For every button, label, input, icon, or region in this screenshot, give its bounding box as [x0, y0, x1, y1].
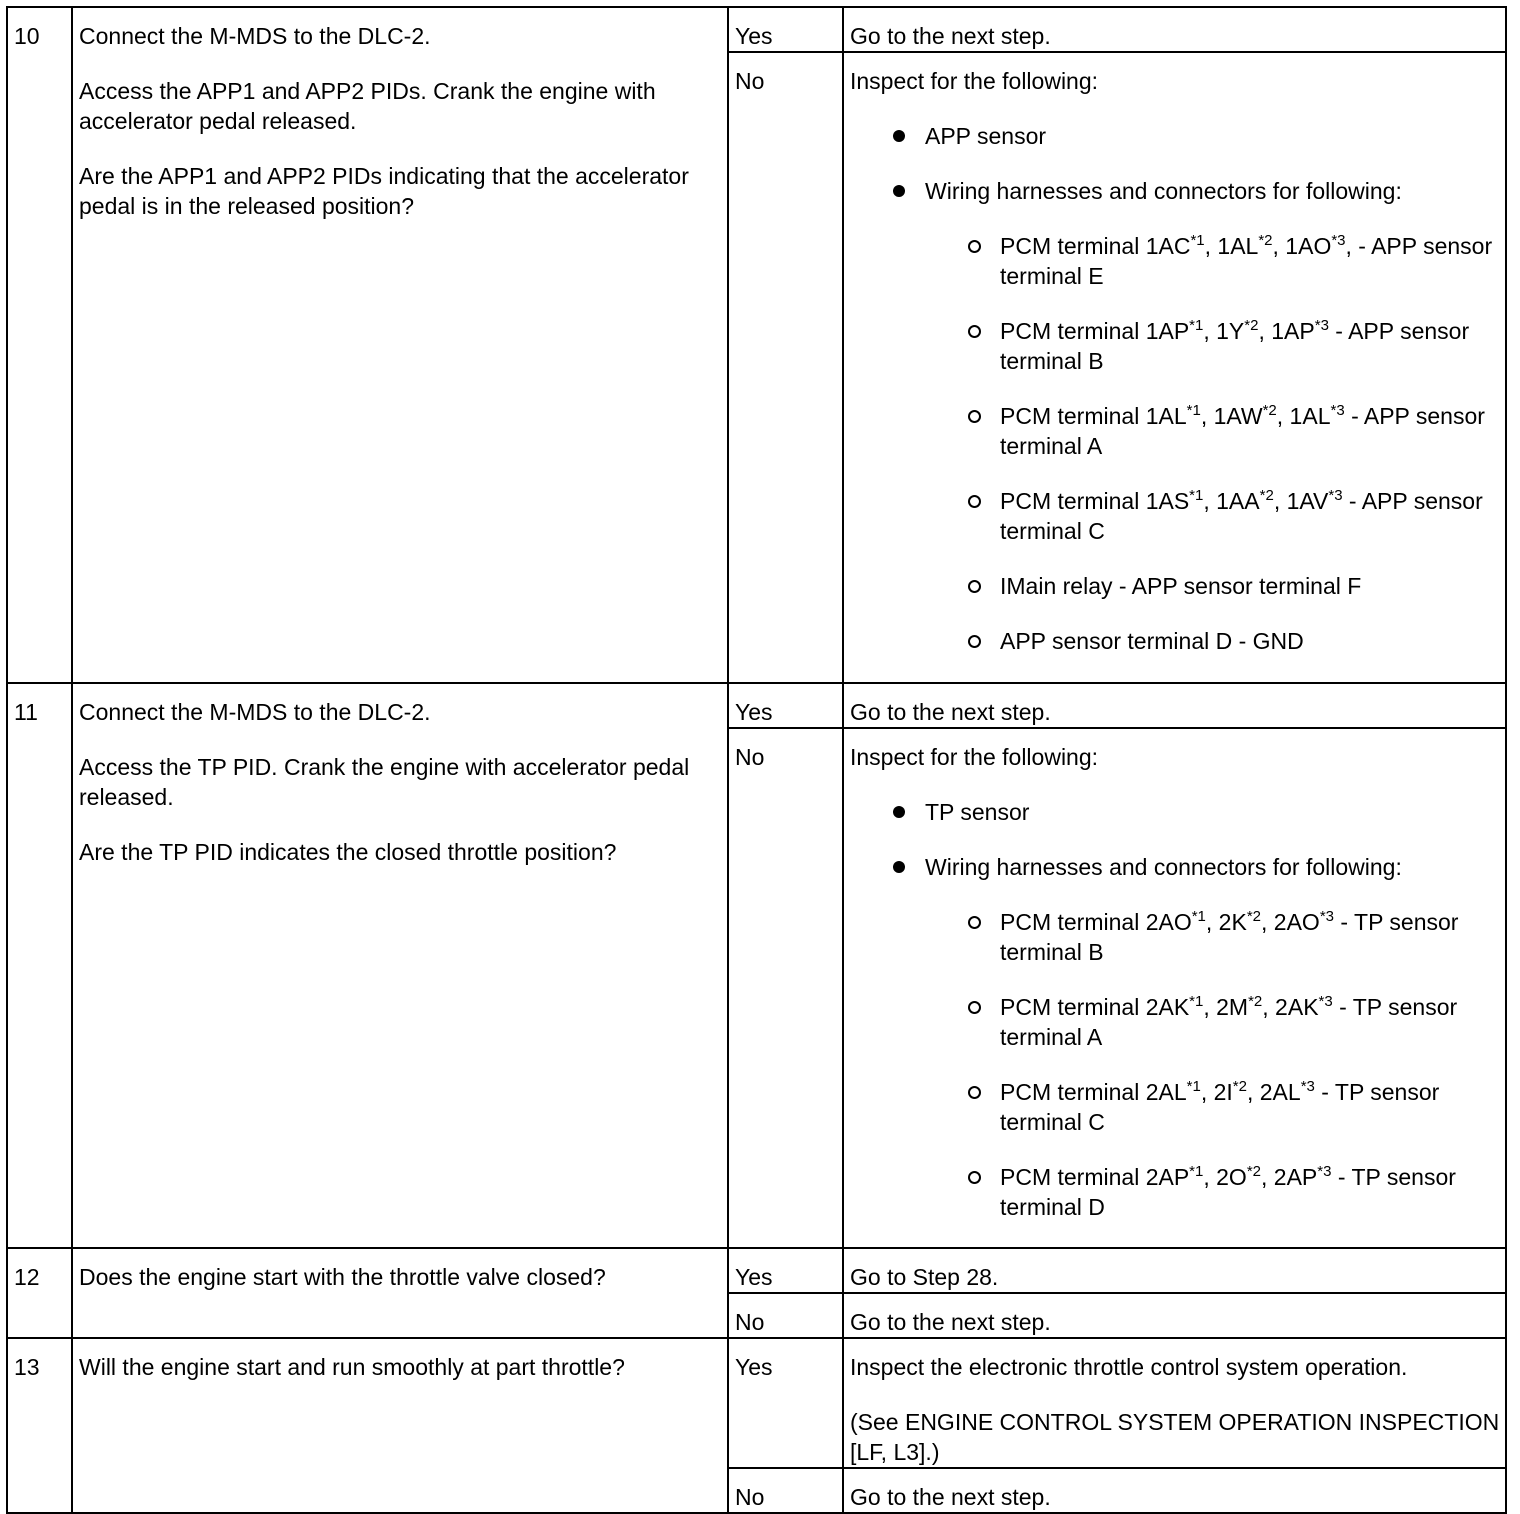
- list-item: PCM terminal 1AS$^{*1}$, 1AA$^{*2}$, 1AV$^{*3}$ - APP sensor terminal C: [1000, 486, 1500, 546]
- no-label: No: [728, 52, 843, 683]
- action-question: Does the engine start with the throttle valve closed?: [79, 1264, 606, 1290]
- list-item: PCM terminal 1AP$^{*1}$, $1Y^{*2}$, 1AP$^{*3}$ - APP sensor terminal B: [1000, 316, 1500, 376]
- yes-label: Yes: [728, 1338, 843, 1468]
- list-item: IMain relay - APP sensor terminal F: [1000, 571, 1500, 601]
- result-text: Inspect the electronic throttle control system operation.: [850, 1354, 1408, 1380]
- table-row: [7, 1248, 1506, 1293]
- step-action: [72, 1248, 728, 1338]
- no-label: No: [728, 1293, 843, 1338]
- inspect-list: [850, 797, 1500, 1222]
- yes-result: Go to the next step.: [843, 683, 1506, 728]
- step-action: [72, 683, 728, 1248]
- terminal-list: [925, 231, 1500, 656]
- list-item: PCM terminal 2AP$^{*1}$, $2O^{*2}$, 2AP$^{*3}$ - TP sensor terminal D: [1000, 1162, 1500, 1222]
- yes-label: Yes: [728, 7, 843, 52]
- bullet-icon: [893, 806, 905, 818]
- list-item: PCM terminal 1AC$^{*1}$, 1AL$^{*2}$, 1AO$^{*3}$, - APP sensor terminal E: [1000, 231, 1500, 291]
- yes-result: [843, 1338, 1506, 1468]
- inspect-intro: Inspect for the following:: [850, 68, 1099, 94]
- table-row: [7, 1338, 1506, 1468]
- table-row: [7, 7, 1506, 52]
- terminal-list: [925, 907, 1500, 1222]
- circle-bullet-icon: [968, 325, 981, 338]
- list-item: TP sensor: [925, 797, 1500, 827]
- no-result: Go to the next step.: [843, 1468, 1506, 1513]
- step-number: 12: [7, 1248, 72, 1338]
- circle-bullet-icon: [968, 580, 981, 593]
- step-action: [72, 1338, 728, 1513]
- table-row: [7, 683, 1506, 728]
- bullet-icon: [893, 130, 905, 142]
- circle-bullet-icon: [968, 635, 981, 648]
- action-question: Will the engine start and run smoothly at part throttle?: [79, 1354, 625, 1380]
- list-item: APP sensor: [925, 121, 1500, 151]
- circle-bullet-icon: [968, 1001, 981, 1014]
- diagnostic-procedure-table: [6, 6, 1507, 1514]
- inspect-list: [850, 121, 1500, 656]
- action-text: Access the APP1 and APP2 PIDs. Crank the engine with accelerator pedal released.: [79, 78, 656, 134]
- circle-bullet-icon: [968, 495, 981, 508]
- no-label: No: [728, 728, 843, 1248]
- list-item: PCM terminal 2AO$^{*1}$, $2K^{*2}$, 2AO$^{*3}$ - TP sensor terminal B: [1000, 907, 1500, 967]
- circle-bullet-icon: [968, 410, 981, 423]
- yes-result: Go to Step 28.: [843, 1248, 1506, 1293]
- no-result: [843, 52, 1506, 683]
- list-item: Wiring harnesses and connectors for following: PCM terminal 1AC$^{*1}$, 1AL$^{*2}$, 1AO$^{*3}$, - APP sensor terminal E PCM terminal 1AP$^{*1}$, $1Y^{*2}$, 1AP$^{*3}$ - APP sensor terminal B PCM terminal 1AL$^{*1}$, 1AW$^{*2}$, 1AL$^{*3}$ - APP sensor terminal A PCM terminal 1AS$^{*1}$, 1AA$^{*2}$, 1AV$^{*3}$ - APP sensor terminal C IMain relay - APP sensor terminal F APP sensor terminal D - GND: [925, 176, 1500, 656]
- list-item: PCM terminal 2AK$^{*1}$, $2M^{*2}$, 2AK$^{*3}$ - TP sensor terminal A: [1000, 992, 1500, 1052]
- bullet-icon: [893, 185, 905, 197]
- bullet-icon: [893, 861, 905, 873]
- step-number: 10: [7, 7, 72, 683]
- list-item: APP sensor terminal D - GND: [1000, 626, 1500, 656]
- action-text: Access the TP PID. Crank the engine with accelerator pedal released.: [79, 754, 690, 810]
- no-result: Go to the next step.: [843, 1293, 1506, 1338]
- circle-bullet-icon: [968, 1171, 981, 1184]
- action-question: Are the TP PID indicates the closed throttle position?: [79, 839, 617, 865]
- action-text: Connect the M-MDS to the DLC-2.: [79, 699, 431, 725]
- inspect-intro: Inspect for the following:: [850, 744, 1099, 770]
- yes-result: Go to the next step.: [843, 7, 1506, 52]
- no-result: [843, 728, 1506, 1248]
- action-question: Are the APP1 and APP2 PIDs indicating that the accelerator pedal is in the released position?: [79, 163, 689, 219]
- list-item: Wiring harnesses and connectors for following: PCM terminal 2AO$^{*1}$, $2K^{*2}$, 2AO$^{*3}$ - TP sensor terminal B PCM terminal 2AK$^{*1}$, $2M^{*2}$, 2AK$^{*3}$ - TP sensor terminal A PCM terminal 2AL$^{*1}$, $2I^{*2}$, 2AL$^{*3}$ - TP sensor terminal C PCM terminal 2AP$^{*1}$, $2O^{*2}$, 2AP$^{*3}$ - TP sensor terminal D: [925, 852, 1500, 1222]
- list-item: PCM terminal 1AL$^{*1}$, 1AW$^{*2}$, 1AL$^{*3}$ - APP sensor terminal A: [1000, 401, 1500, 461]
- yes-label: Yes: [728, 1248, 843, 1293]
- action-text: Connect the M-MDS to the DLC-2.: [79, 23, 431, 49]
- circle-bullet-icon: [968, 916, 981, 929]
- reference-text: (See ENGINE CONTROL SYSTEM OPERATION INSPECTION [LF, L3].): [850, 1409, 1500, 1465]
- yes-label: Yes: [728, 683, 843, 728]
- step-number: 13: [7, 1338, 72, 1513]
- no-label: No: [728, 1468, 843, 1513]
- step-action: [72, 7, 728, 683]
- circle-bullet-icon: [968, 1086, 981, 1099]
- circle-bullet-icon: [968, 240, 981, 253]
- list-item: PCM terminal 2AL$^{*1}$, $2I^{*2}$, 2AL$^{*3}$ - TP sensor terminal C: [1000, 1077, 1500, 1137]
- step-number: 11: [7, 683, 72, 1248]
